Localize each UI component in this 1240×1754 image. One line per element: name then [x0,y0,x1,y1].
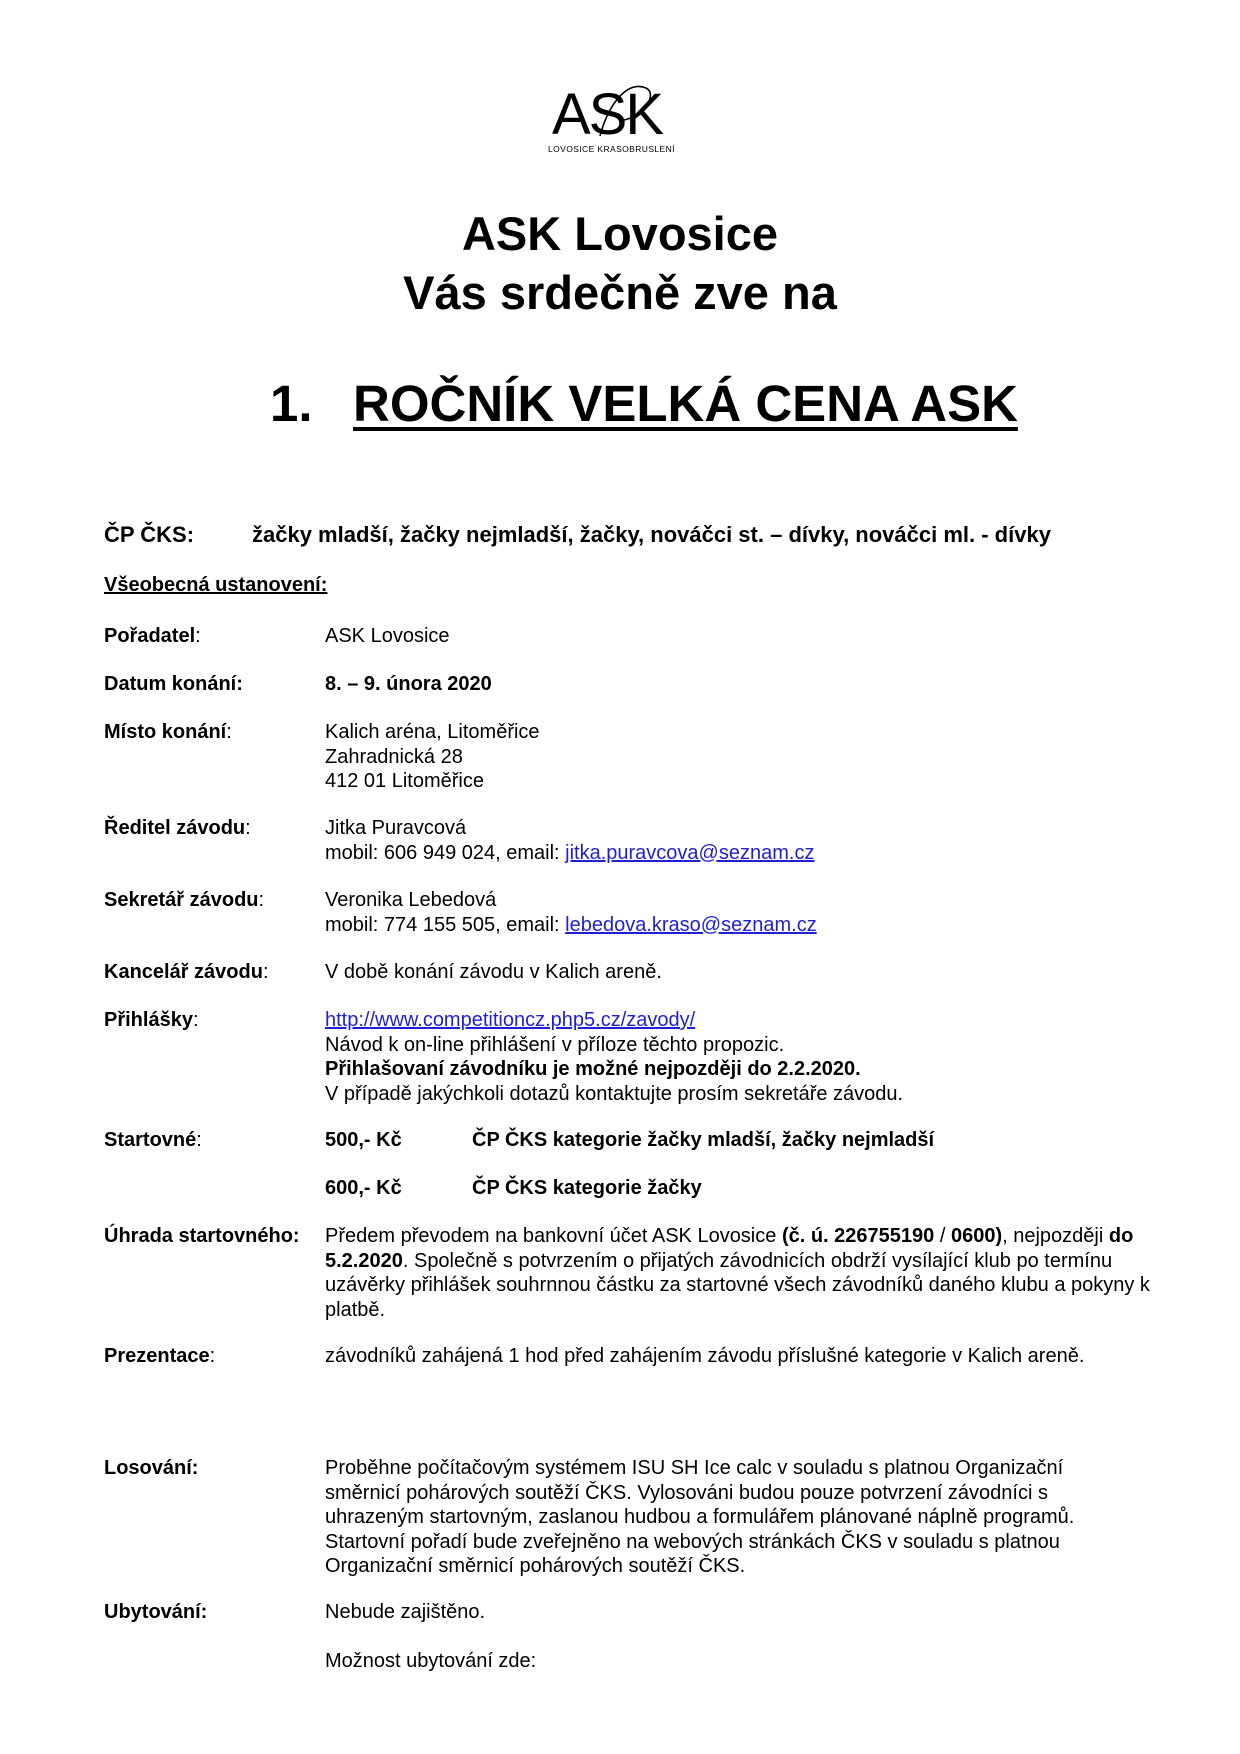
categories-label: ČP ČKS: [104,522,195,547]
headline-text: ROČNÍK VELKÁ CENA ASK [353,375,1018,432]
secretary-name: Veronika Lebedová [325,889,497,911]
entries-line: V případě jakýchkoli dotazů kontaktujte prosím sekretáře závodu. [325,1082,904,1105]
fee-amount: 600,- Kč [325,1177,402,1199]
secretary-contact: mobil: 774 155 505, email: lebedova.kraso@seznam.cz [325,913,817,936]
entries-deadline: Přihlašovaní závodníku je možné nejpozději do 2.2.2020. [325,1058,861,1080]
draw-value: Proběhne počítačovým systémem ISU SH Ice calc v souladu s platnou Organizační směrnicí pohárových soutěží ČKS. Vylosováni budou pouze potvrzení závodníci s uhrazeným startovným, zaslanou hudbou a formulářem plánované náplně programů. Startovní pořadí bude zveřejněno na webových stránkách ČKS v souladu s platnou Organizační směrnicí pohárových soutěží ČKS. [325,1457,1075,1577]
presentation-label: Prezentace: [104,1345,216,1367]
entries-link[interactable]: http://www.competitioncz.php5.cz/zavody/ [325,1009,696,1031]
fee-amount: 500,- Kč [325,1129,402,1151]
ask-logo-graphic [548,76,698,158]
date-label: Datum konání: [104,673,243,695]
secretary-label: Sekretář závodu: [104,889,265,911]
payment-value: Předem převodem na bankovní účet ASK Lovosice (č. ú. 226755190 / 0600), nejpozději do 5.2.2020. Společně s potvrzením o přijatých závodnicích obdrží vysílající klub po termínu uzávěrky přihlášek souhrnnou částku za startovné všech závodníků daného klubu a pokyny k platbě. [325,1225,1150,1321]
categories-line [104,522,1051,548]
fee-row [104,1128,1104,1208]
office-label: Kancelář závodu: [104,961,269,983]
venue-value [325,720,1165,794]
director-email-link[interactable]: jitka.puravcova@seznam.cz [565,841,815,864]
director-label: Ředitel závodu: [104,817,251,839]
date-value: 8. – 9. února 2020 [325,673,492,695]
fee-category: ČP ČKS kategorie žačky mladší, žačky nejmladší [472,1129,935,1151]
director-name: Jitka Puravcová [325,817,467,839]
draw-label: Losování: [104,1457,199,1479]
venue-line: 412 01 Litoměřice [325,770,484,792]
accommodation-value [325,1600,1165,1673]
accommodation-line: Možnost ubytování zde: [325,1649,537,1672]
ask-logo [548,76,698,158]
categories-value: žačky mladší, žačky nejmladší, žačky, nováčci st. – dívky, nováčci ml. - dívky [252,522,1051,547]
organizer-value: ASK Lovosice [325,625,450,647]
section-heading: Všeobecná ustanovení: [104,574,328,596]
event-headline [270,374,1018,434]
entries-line: Návod k on-line přihlášení v příloze těchto propozic. [325,1033,785,1056]
entries-label: Přihlášky: [104,1009,199,1031]
organizer-label: Pořadatel: [104,625,201,647]
accommodation-label: Ubytování: [104,1601,208,1623]
fee-label: Startovné: [104,1129,202,1151]
presentation-value: závodníků zahájená 1 hod před zahájením závodu příslušné kategorie v Kalich areně. [325,1345,1085,1367]
headline-number: 1. [270,375,313,432]
venue-label: Místo konání: [104,721,232,743]
venue-line: Kalich aréna, Litoměřice [325,721,540,743]
secretary-value [325,888,1165,937]
director-contact: mobil: 606 949 024, email: jitka.puravcova@seznam.cz [325,841,815,864]
page-title: ASK Lovosice [461,207,779,260]
venue-line: Zahradnická 28 [325,745,463,768]
fee-category: ČP ČKS kategorie žačky [472,1177,702,1199]
accommodation-line: Nebude zajištěno. [325,1601,486,1623]
office-value: V době konání závodu v Kalich areně. [325,961,662,983]
secretary-email-link[interactable]: lebedova.kraso@seznam.cz [565,913,817,936]
logo-subtitle: LOVOSICE KRASOBRUSLENÍ [548,144,675,154]
director-value [325,816,1165,865]
logo-mark: ASK [552,82,663,147]
entries-value [325,1008,1165,1106]
page-subtitle: Vás srdečně zve na [403,266,837,319]
payment-label: Úhrada startovného: [104,1225,300,1247]
